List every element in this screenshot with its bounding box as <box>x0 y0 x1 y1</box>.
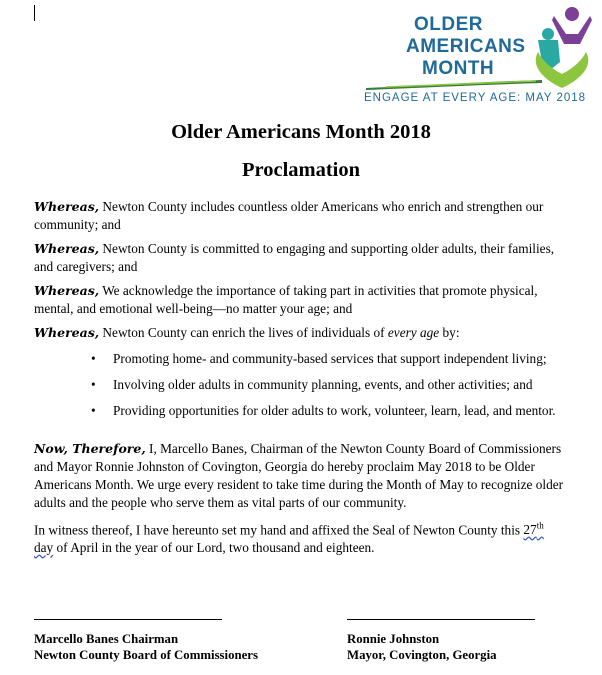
logo-swoosh-icon <box>366 78 542 90</box>
older-americans-month-logo <box>356 4 596 112</box>
date-day-number: 27 <box>523 522 537 538</box>
paragraph-text: I, Marcello Banes, Chairman of the Newton County Board of Commissioners and Mayor Ronnie Johnston of Covington, Georgia do hereby proclaim May 2018 to be Older Americans Month. We urge every resident to take time during the Month of May to recognize older adults and the people who serve them as vital parts of our community. <box>34 441 564 510</box>
paragraph-text: of April in the year of our Lord, two thousand and eighteen. <box>53 540 375 556</box>
whereas-paragraph-3 <box>34 282 564 318</box>
bullet-icon: • <box>91 377 96 392</box>
list-item <box>91 402 561 420</box>
paragraph-text: by: <box>439 325 460 340</box>
logo-tagline: ENGAGE AT EVERY AGE: MAY 2018 <box>364 92 587 104</box>
whereas-lead: Whereas, <box>34 241 100 256</box>
bullet-icon: • <box>91 403 96 418</box>
text-cursor <box>34 5 35 21</box>
whereas-paragraph-1 <box>34 198 564 234</box>
signature-line-mayor <box>347 619 535 620</box>
whereas-lead: Whereas, <box>34 199 100 214</box>
whereas-lead: Whereas, <box>34 325 100 340</box>
therefore-lead: Now, Therefore, <box>34 441 146 456</box>
document-subtitle: Proclamation <box>241 159 361 181</box>
people-heart-emblem-icon <box>530 4 594 90</box>
bullet-list <box>91 402 561 420</box>
logo-line-2: AMERICANS <box>406 36 526 57</box>
logo-line-1: OLDER <box>414 14 483 35</box>
paragraph-text: We acknowledge the importance of taking part in activities that promote physical, mental, and emotional well-being—no matter your age; and <box>34 283 538 316</box>
date-day-suffix: th <box>536 521 544 531</box>
bullet-icon: • <box>91 351 96 366</box>
signature-name-chairman: Marcello Banes Chairman <box>34 632 179 646</box>
whereas-lead: Whereas, <box>34 283 100 298</box>
paragraph-text: Newton County includes countless older Americans who enrich and strengthen our community; and <box>34 199 544 232</box>
list-item-text: Involving older adults in community planning, events, and other activities; and <box>113 377 533 392</box>
whereas-paragraph-4 <box>34 324 564 342</box>
emphasis-text: every age <box>387 325 440 340</box>
paragraph-text: Newton County is committed to engaging and supporting older adults, their families, and caregivers; and <box>34 241 555 274</box>
list-item-text: Providing opportunities for older adults to work, volunteer, learn, lead, and mentor. <box>113 403 556 418</box>
now-therefore-paragraph <box>34 440 564 512</box>
witness-paragraph <box>34 517 564 557</box>
signature-name-mayor: Ronnie Johnston <box>347 632 440 646</box>
paragraph-text: In witness thereof, I have hereunto set my hand and affixed the Seal of Newton County this <box>34 522 524 538</box>
list-item-text: Promoting home- and community-based services that support independent living; <box>113 351 547 366</box>
whereas-paragraph-2 <box>34 240 564 276</box>
logo-line-3: MONTH <box>422 58 495 79</box>
signature-line-chairman <box>34 619 222 620</box>
signature-title-chairman: Newton County Board of Commissioners <box>34 648 258 662</box>
paragraph-text: Newton County can enrich the lives of individuals of <box>99 325 388 340</box>
bullet-list <box>91 350 561 368</box>
date-day-word: day <box>34 540 54 556</box>
signature-title-mayor: Mayor, Covington, Georgia <box>347 648 497 662</box>
list-item <box>91 376 561 394</box>
document-title: Older Americans Month 2018 <box>171 121 431 143</box>
bullet-list <box>91 376 561 394</box>
list-item <box>91 350 561 368</box>
